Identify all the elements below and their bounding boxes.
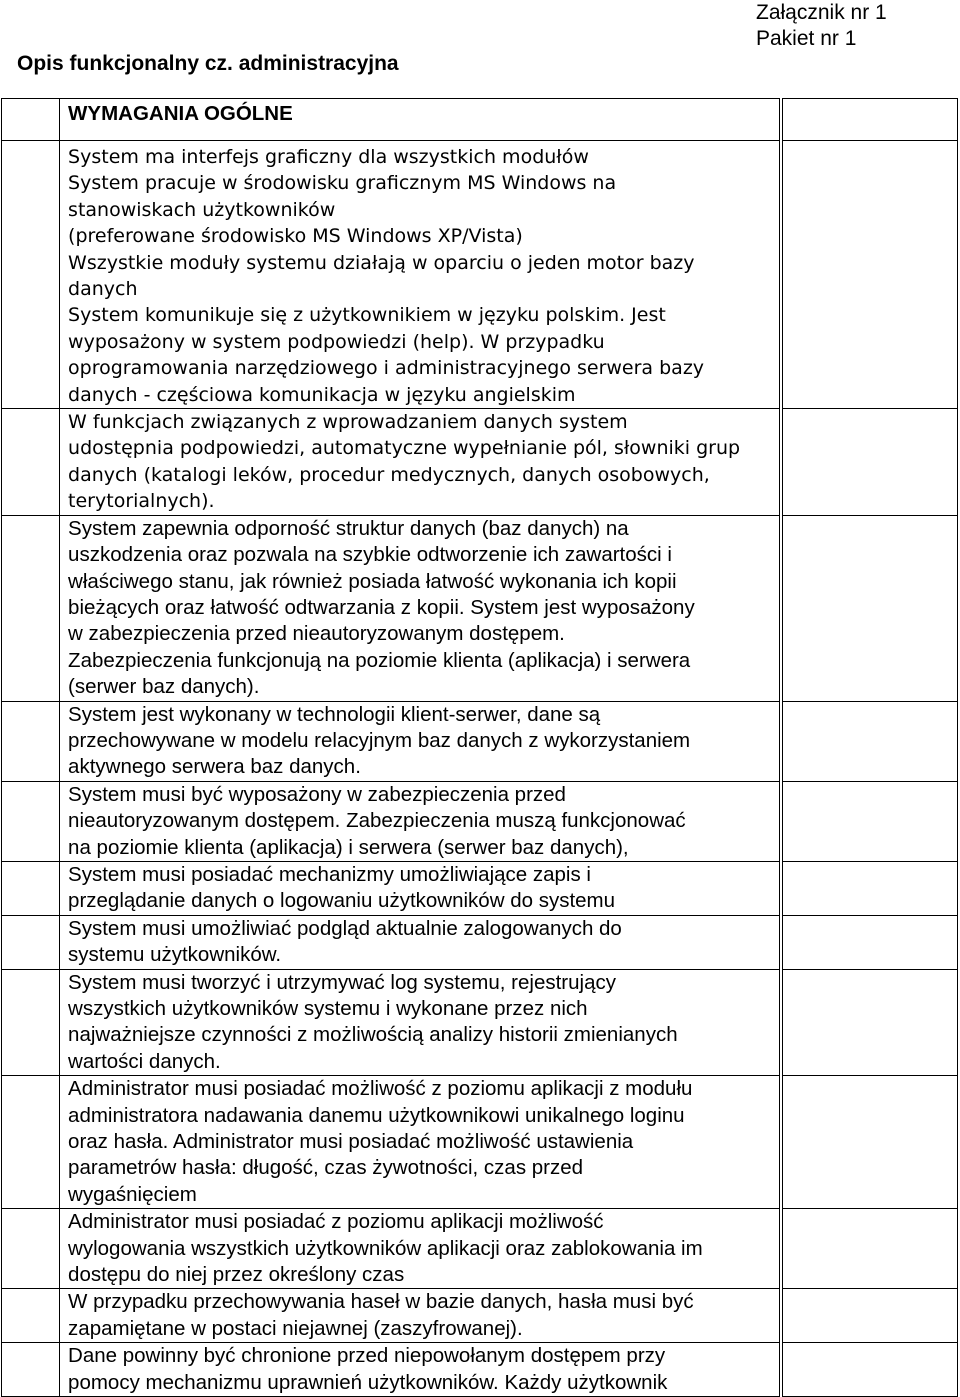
row-number-cell [2, 99, 60, 141]
row-number-cell [2, 1076, 60, 1209]
annex-label [756, 0, 887, 52]
row-number-cell [2, 861, 60, 915]
answer-cell [782, 515, 957, 701]
table-row [2, 1289, 958, 1343]
requirement-cell [60, 99, 780, 141]
requirement-text: Administrator musi posiadać możliwość z poziomu aplikacji z modułu administratora nadawania danemu użytkownikowi unikalnego loginu oraz hasła. Administrator musi posiadać możliwość ustawienia parametrów hasła: długość, czas żywotności, czas przed wygaśnięciem [68, 1077, 693, 1206]
answer-cell [782, 1209, 957, 1289]
answer-cell [782, 781, 957, 861]
requirement-cell [60, 515, 780, 701]
answer-cell [782, 701, 957, 781]
table-row [2, 515, 958, 701]
answer-cell [782, 969, 957, 1076]
table-row [2, 1209, 958, 1289]
requirements-table [1, 98, 958, 1397]
answer-cell [782, 1343, 957, 1397]
requirement-text: System musi być wyposażony w zabezpieczenia przed nieautoryzowanym dostępem. Zabezpieczenia muszą funkcjonować na poziomie klienta (aplikacja) i serwera (serwer baz danych), [68, 782, 686, 859]
answer-cell [782, 861, 957, 915]
row-number-cell [2, 1209, 60, 1289]
row-number-cell [2, 915, 60, 969]
requirement-cell [60, 861, 780, 915]
section-heading: WYMAGANIA OGÓLNE [68, 102, 293, 125]
requirement-cell [60, 915, 780, 969]
table-row [2, 701, 958, 781]
requirement-cell [60, 141, 780, 409]
table-row [2, 969, 958, 1076]
requirement-text: System musi tworzyć i utrzymywać log systemu, rejestrujący wszystkich użytkowników systemu i wykonane przez nich najważniejsze czynności z możliwością analizy historii zmienianych wartości danych. [68, 970, 678, 1073]
requirement-cell [60, 969, 780, 1076]
requirement-cell [60, 701, 780, 781]
requirement-text: System jest wykonany w technologii klient-serwer, dane są przechowywane w modelu relacyjnym baz danych z wykorzystaniem aktywnego serwera baz danych. [68, 702, 691, 779]
row-number-cell [2, 1343, 60, 1397]
row-number-cell [2, 409, 60, 516]
row-number-cell [2, 1289, 60, 1343]
requirement-cell [60, 1209, 780, 1289]
table-row [2, 99, 958, 141]
table-row [2, 861, 958, 915]
requirement-cell [60, 781, 780, 861]
answer-cell [782, 1289, 957, 1343]
answer-cell [782, 915, 957, 969]
row-number-cell [2, 701, 60, 781]
table-row [2, 915, 958, 969]
requirement-text: W przypadku przechowywania haseł w bazie danych, hasła musi być zapamiętane w postaci niejawnej (zaszyfrowanej). [68, 1290, 694, 1340]
requirement-cell [60, 1289, 780, 1343]
annex-number: Załącznik nr 1 [756, 1, 887, 24]
requirement-cell [60, 409, 780, 516]
row-number-cell [2, 141, 60, 409]
table-row [2, 781, 958, 861]
document-title: Opis funkcjonalny cz. administracyjna [17, 52, 399, 75]
table-row [2, 141, 958, 409]
row-number-cell [2, 515, 60, 701]
requirement-text: W funkcjach związanych z wprowadzaniem danych system udostępnia podpowiedzi, automatyczne wypełnianie pól, słowniki grup danych (katalogi leków, procedur medycznych, danych osobowych, terytorialnych). [68, 411, 741, 513]
package-number: Pakiet nr 1 [756, 27, 857, 50]
requirement-text: Dane powinny być chronione przed niepowołanym dostępem przy pomocy mechanizmu uprawnień użytkowników. Każdy użytkownik [68, 1344, 668, 1394]
requirement-text: System zapewnia odporność struktur danych (baz danych) na uszkodzenia oraz pozwala na szybkie odtworzenie ich zawartości i właściwego stanu, jak również posiada łatwość wykonania ich kopii bieżących oraz łatwość odtwarzania z kopii. System jest wyposażony w zabezpieczenia przed nieautoryzowanym dostępem. Zabezpieczenia funkcjonują na poziomie klienta (aplikacja) i serwera (serwer baz danych). [68, 516, 695, 699]
requirement-text: Administrator musi posiadać z poziomu aplikacji możliwość wylogowania wszystkich użytkowników aplikacji oraz zablokowania im dostępu do niej przez określony czas [68, 1210, 703, 1287]
table-row [2, 409, 958, 516]
answer-cell [782, 141, 957, 409]
answer-cell [782, 409, 957, 516]
table-row [2, 1343, 958, 1397]
requirement-text: System ma interfejs graficzny dla wszystkich modułów System pracuje w środowisku graficznym MS Windows na stanowiskach użytkowników (preferowane środowisko MS Windows XP/Vista) Wszystkie moduły systemu działają w oparciu o jeden motor bazy danych System komunikuje się z użytkownikiem w języku polskim. Jest wyposażony w system podpowiedzi (help). W przypadku oprogramowania narzędziowego i administracyjnego serwera bazy danych - częściowa komunikacja w języku angielskim [68, 146, 705, 406]
row-number-cell [2, 969, 60, 1076]
requirement-cell [60, 1076, 780, 1209]
answer-cell [782, 99, 957, 141]
requirement-text: System musi posiadać mechanizmy umożliwiające zapis i przeglądanie danych o logowaniu użytkowników do systemu [68, 862, 616, 913]
answer-cell [782, 1076, 957, 1209]
table-row [2, 1076, 958, 1209]
requirement-cell [60, 1343, 780, 1397]
requirement-text: System musi umożliwiać podgląd aktualnie zalogowanych do systemu użytkowników. [68, 916, 622, 967]
row-number-cell [2, 781, 60, 861]
